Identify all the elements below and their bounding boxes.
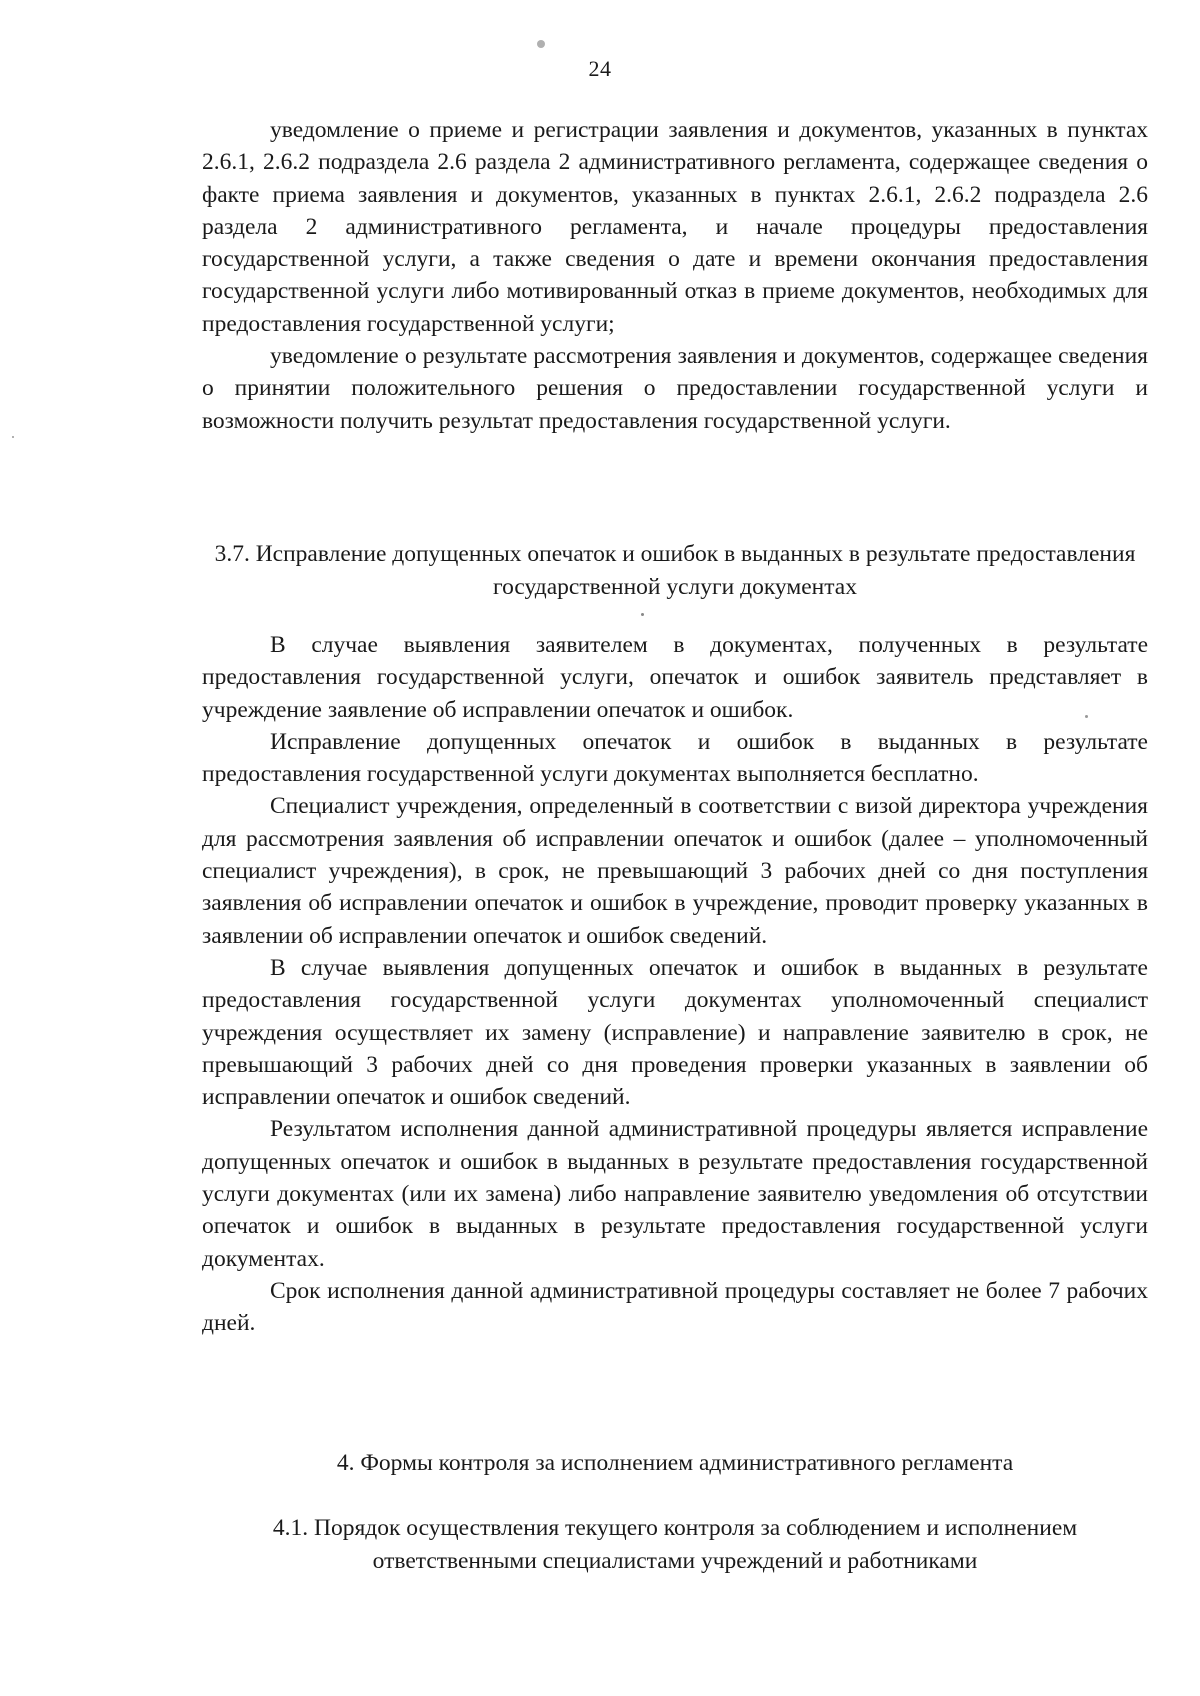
paragraph: Результатом исполнения данной административной процедуры является исправление допущенных опечаток и ошибок в выданных в результате предоставления государственной услуги документах (или их замена) либо направление заявителю уведомления об отсутствии опечаток и ошибок в выданных в результате предоставления государственной услуги документах. [202,1116,1148,1272]
paragraph: В случае выявления допущенных опечаток и ошибок в выданных в результате предоставления государственной услуги документах уполномоченный специалист учреждения осуществляет их замену (исправление) и направление заявителю в срок, не превышающий 3 рабочих дней со дня проведения проверки указанных в заявлении об исправлении опечаток и ошибок сведений. [202,954,1148,1111]
paragraph: уведомление о результате рассмотрения заявления и документов, содержащее сведения о принятии положительного решения о предоставлении государственной услуги и возможности получить результат предоставления государственной услуги. [202,343,1148,434]
page-number: 24 [588,56,612,81]
paragraph: Специалист учреждения, определенный в соответствии с визой директора учреждения для рассмотрения заявления об исправлении опечаток и ошибок (далее – уполномоченный специалист учреждения), в срок, не превышающий 3 рабочих дней со дня поступления заявления об исправлении опечаток и ошибок в учреждение, проводит проверку указанных в заявлении об исправлении опечаток и ошибок сведений. [202,793,1148,949]
paragraph: В случае выявления заявителем в документах, полученных в результате предоставления государственной услуги, опечаток и ошибок заявитель представляет в учреждение заявление об исправлении опечаток и ошибок. [202,632,1148,723]
scan-speck [12,436,14,438]
section-4-heading-block [202,1447,1148,1480]
section-heading: 3.7. Исправление допущенных опечаток и ошибок в выданных в результате предоставления государственной услуги документах [214,541,1136,600]
paragraph: уведомление о приеме и регистрации заявления и документов, указанных в пунктах 2.6.1, 2.6.2 подраздела 2.6 раздела 2 административного регламента, содержащее сведения о факте приема заявления и документов, указанных в пунктах 2.6.1, 2.6.2 подраздела 2.6 раздела 2 административного регламента, и начале процедуры предоставления государственной услуги, а также сведения о дате и времени окончания предоставления государственной услуги либо мотивированный отказ в приеме документов, необходимых для предоставления государственной услуги; [202,117,1148,337]
scan-speck [641,613,644,616]
top-paragraphs [202,114,1148,437]
scan-speck [537,40,545,48]
section-4-1-heading-block [202,1512,1148,1577]
section-heading: 4. Формы контроля за исполнением административного регламента [336,1450,1014,1476]
paragraph: Исправление допущенных опечаток и ошибок в выданных в результате предоставления государственной услуги документах выполняется бесплатно. [202,728,1148,788]
section-3-7-heading-block [202,538,1148,603]
paragraph: Срок исполнения данной административной процедуры составляет не более 7 рабочих дней. [202,1277,1148,1337]
section-3-7-body [202,629,1148,1340]
section-heading: 4.1. Порядок осуществления текущего контроля за соблюдением и исполнением ответственными специалистами учреждений и работниками [272,1515,1078,1574]
